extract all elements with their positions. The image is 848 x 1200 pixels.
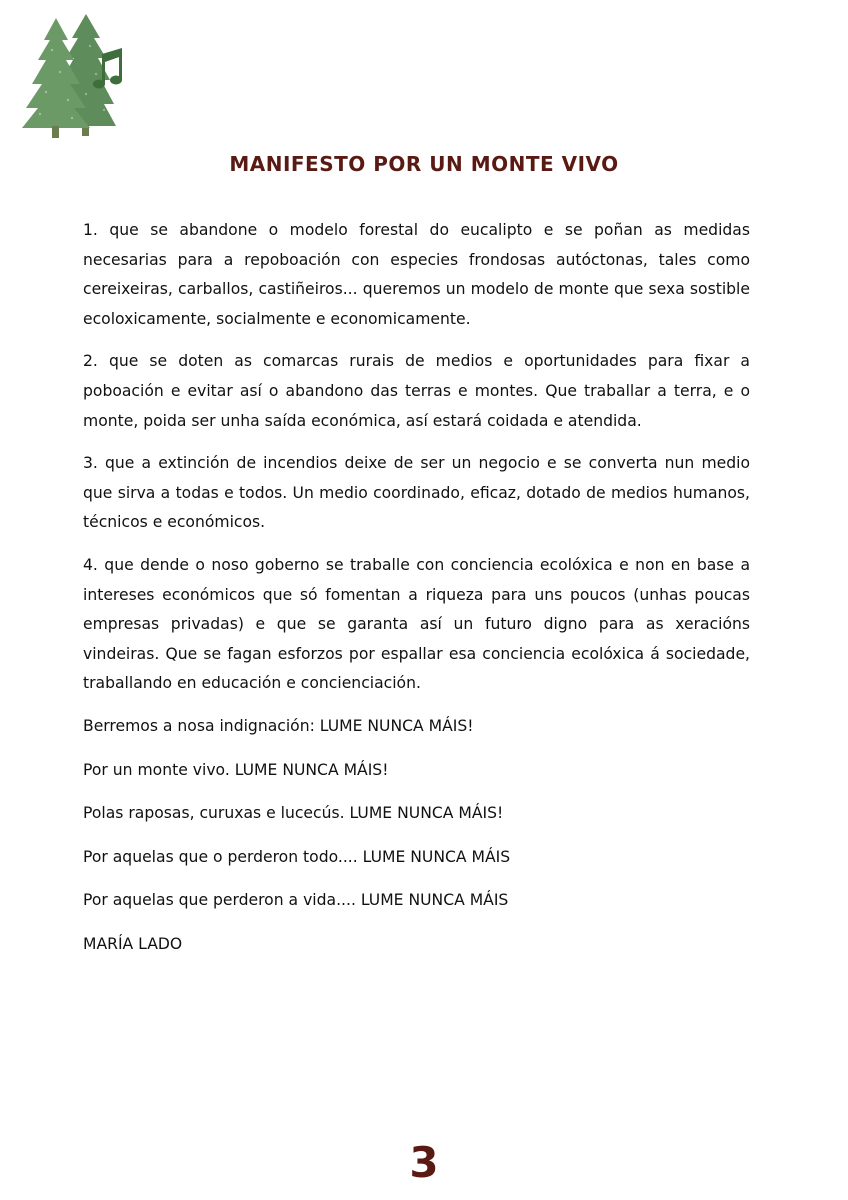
manifesto-point-3: 3. que a extinción de incendios deixe de ser un negocio e se converta nun medio que sirva a todas e todos. Un medio coordinado, eficaz, dotado de medios humanos, técnicos e económicos. [83,454,750,532]
slogan-line: Por un monte vivo. LUME NUNCA MÁIS! [83,760,389,779]
page-title: MANIFESTO POR UN MONTE VIVO [229,152,619,176]
signature: MARÍA LADO [83,934,183,953]
manifesto-point-2: 2. que se doten as comarcas rurais de medios e oportunidades para fixar a poboación e evitar así o abandono das terras e montes. Que traballar a terra, e o monte, poida ser unha saída económica, así estará coidada e atendida. [83,352,750,430]
manifesto-body [83,216,750,973]
slogan-line: Por aquelas que o perderon todo.... LUME NUNCA MÁIS [83,847,511,866]
manifesto-point-4: 4. que dende o noso goberno se traballe con conciencia ecolóxica e non en base a intereses económicos que só fomentan a riqueza para uns poucos (unhas poucas empresas privadas) e que se garanta así un futuro digno para as xeracións vindeiras. Que se fagan esforzos por espallar esa conciencia ecolóxica á sociedade, traballando en educación e concienciación. [83,555,750,693]
slogan-line: Por aquelas que perderon a vida.... LUME NUNCA MÁIS [83,891,509,910]
pine-trees-music-note-icon [12,10,127,140]
slogan-line: Berremos a nosa indignación: LUME NUNCA MÁIS! [83,716,474,735]
manifesto-point-1: 1. que se abandone o modelo forestal do eucalipto e se poñan as medidas necesarias para a repoboación con especies frondosas autóctonas, tales como cereixeiras, carballos, castiñeiros... queremos un modelo de monte que sexa sostible ecoloxicamente, socialmente e economicamente. [83,221,750,328]
page-number: 3 [409,1138,439,1187]
slogan-line: Polas raposas, curuxas e lucecús. LUME NUNCA MÁIS! [83,804,504,823]
